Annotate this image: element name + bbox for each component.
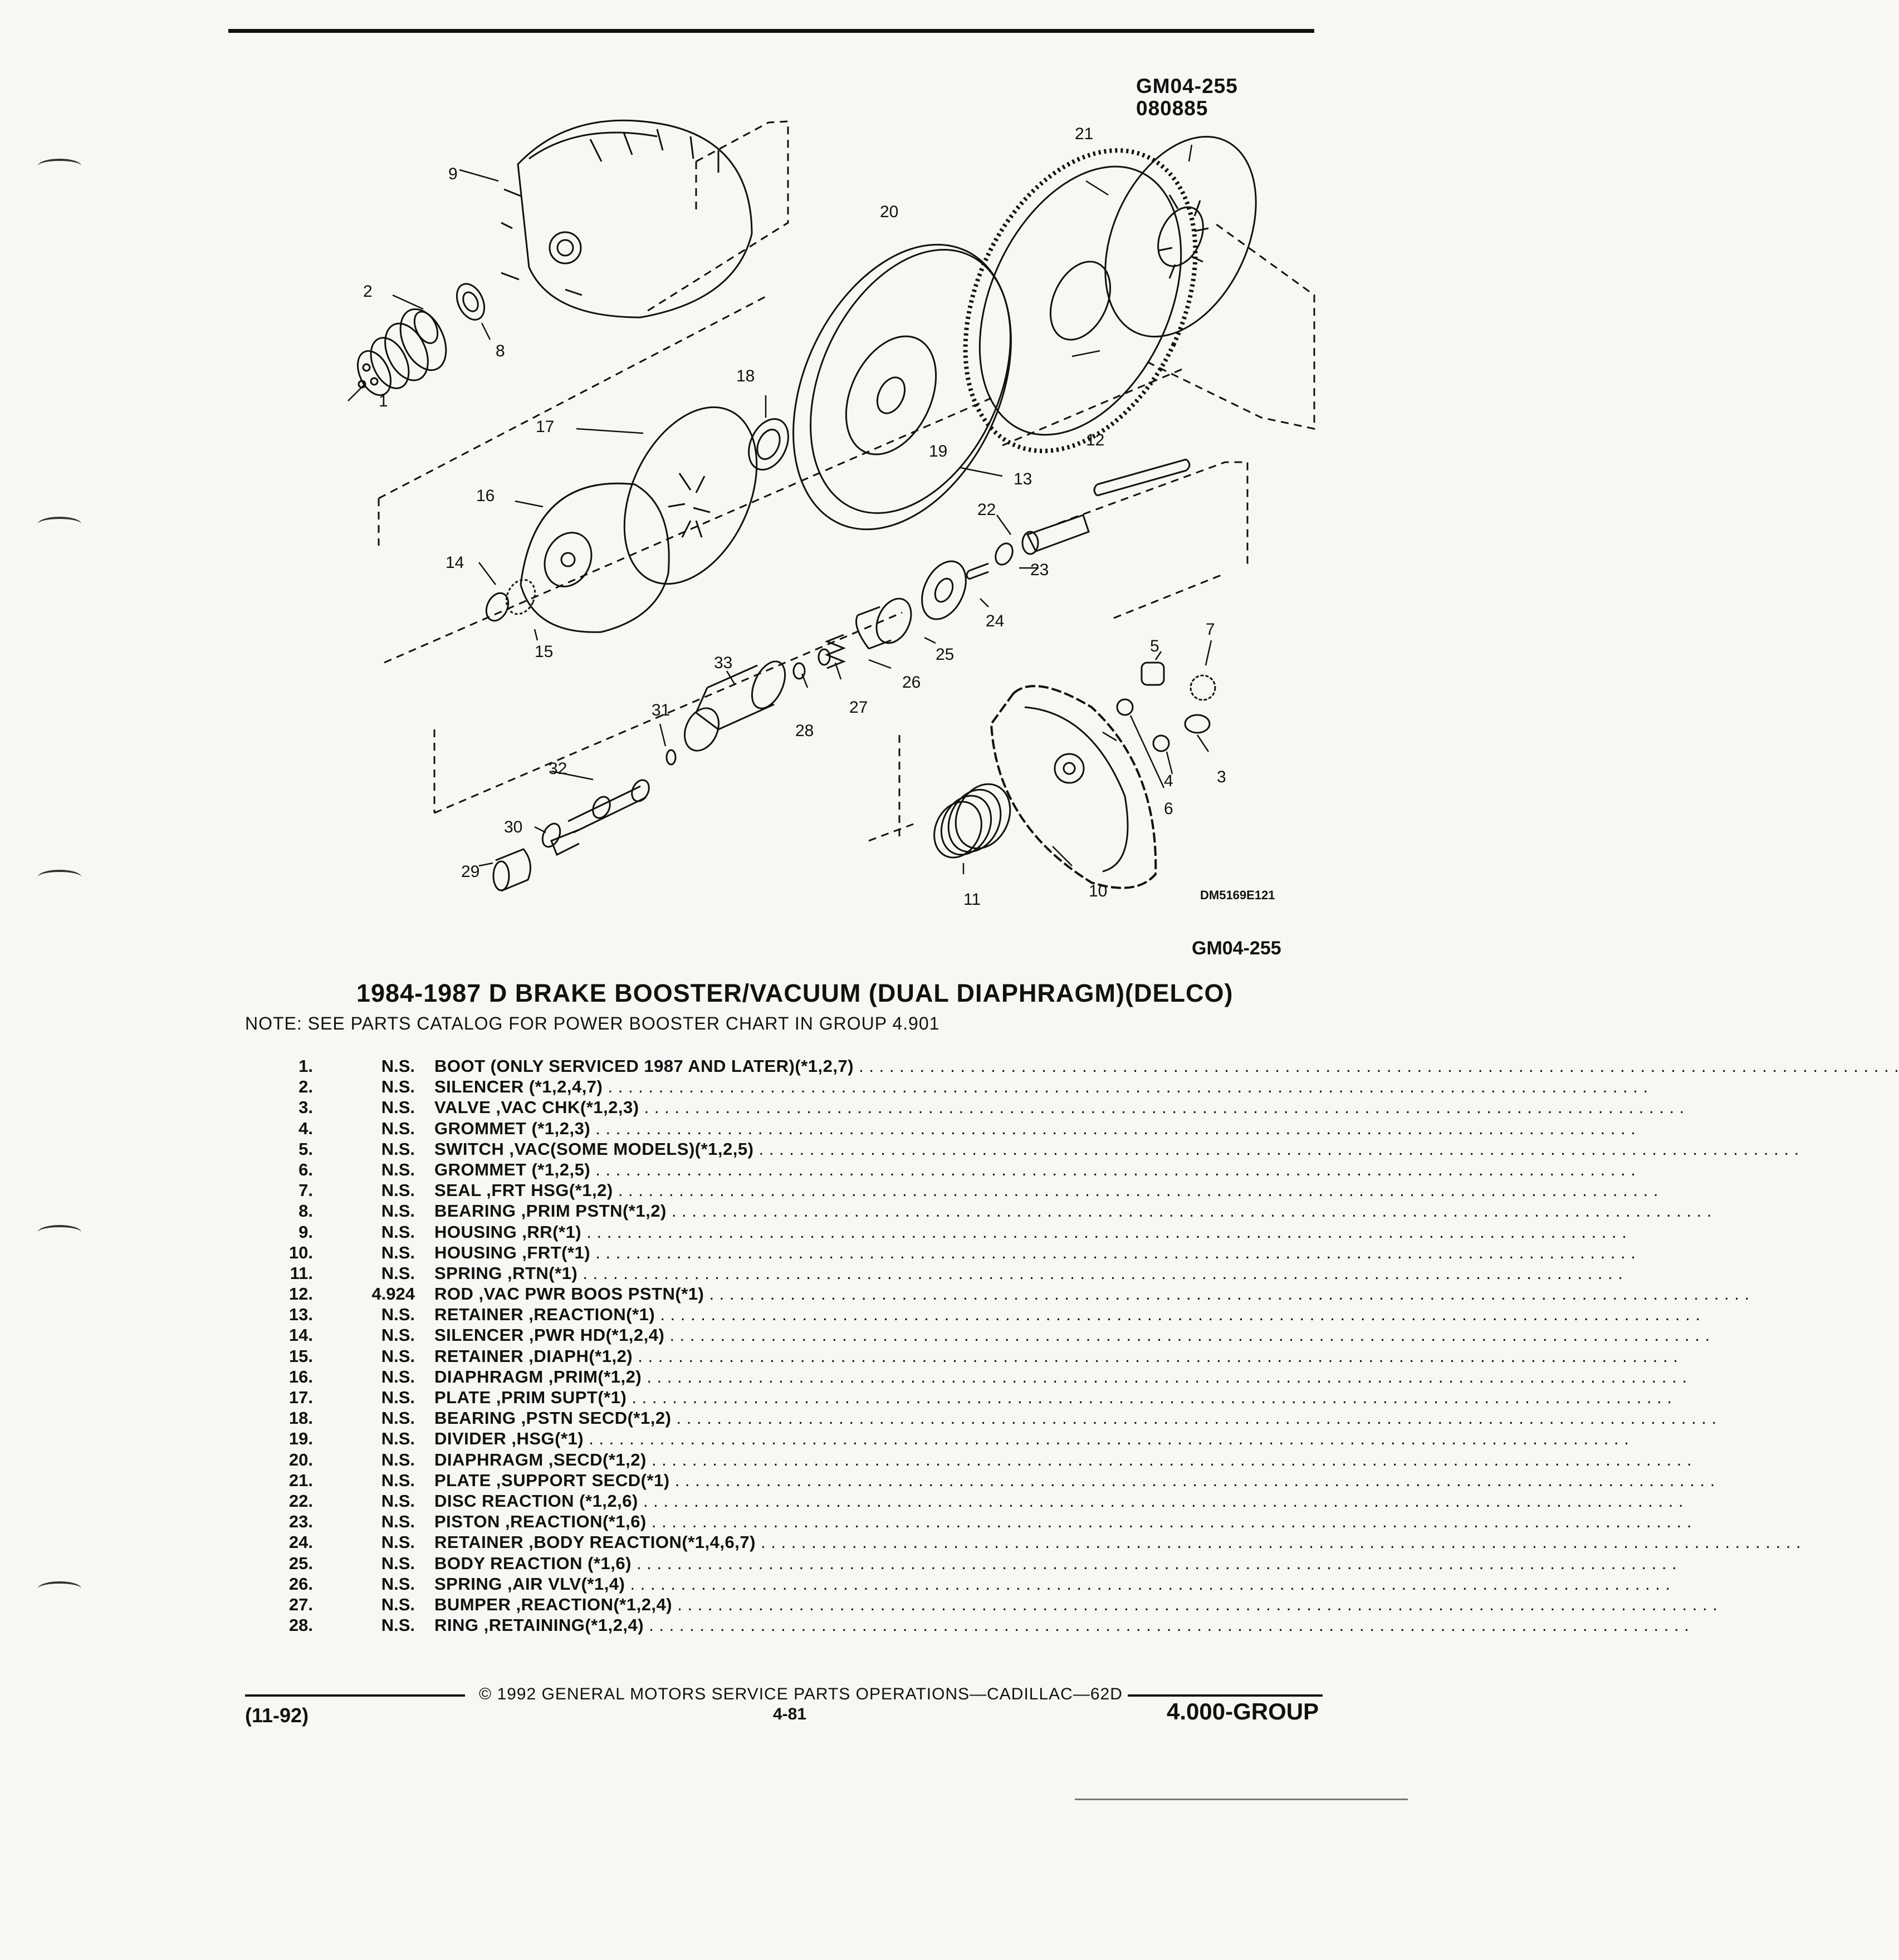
primary-support-plate: [598, 386, 783, 605]
catalog-group: 4.924: [371, 1284, 415, 1304]
return-spring: [926, 775, 1020, 865]
catalog-group: N.S.: [381, 1118, 415, 1138]
parts-list-row: [278, 1429, 1214, 1449]
page-number: 4-81: [773, 1705, 807, 1723]
callout-26: 26: [902, 673, 921, 692]
primary-diaphragm: [521, 483, 669, 632]
part-number: 1.: [298, 1056, 313, 1076]
parts-list-row: [278, 1056, 1214, 1077]
callout-21: 21: [1075, 125, 1094, 143]
catalog-group: N.S.: [381, 1242, 415, 1262]
part-number: 17.: [288, 1388, 313, 1407]
part-number: 6.: [298, 1159, 313, 1179]
parts-list-row: [278, 1346, 1214, 1367]
part-description: SILENCER (*1,2,4,7) . . .: [434, 1077, 1214, 1097]
callout-11: 11: [963, 890, 981, 909]
callout-2: 2: [363, 282, 373, 301]
part-description: HOUSING ,FRT(*1) . . .: [434, 1243, 1214, 1263]
part-number: 27.: [288, 1594, 313, 1614]
callout-25: 25: [936, 645, 955, 664]
page-title: 1984-1987 D BRAKE BOOSTER/VACUUM (DUAL DIAPHRAGM)(DELCO): [356, 979, 1234, 1007]
catalog-group: N.S.: [381, 1429, 415, 1449]
footer-copyright: © 1992 GENERAL MOTORS SERVICE PARTS OPERATIONS—CADILLAC—62D: [479, 1685, 1123, 1703]
callout-3: 3: [1217, 768, 1226, 786]
callout-19: 19: [929, 442, 948, 460]
boot: [351, 302, 455, 400]
part-description: DIAPHRAGM ,PRIM(*1,2) . . .: [434, 1367, 1214, 1387]
parts-list-row: [278, 1097, 1214, 1118]
part-description: PLATE ,PRIM SUPT(*1) . . .: [434, 1388, 1214, 1408]
part-number: 20.: [288, 1449, 313, 1469]
part-number: 24.: [288, 1532, 313, 1552]
catalog-group: N.S.: [381, 1305, 415, 1325]
parts-list-row: [278, 1512, 1214, 1532]
parts-list-row: [278, 1077, 1214, 1097]
catalog-group: N.S.: [381, 1097, 415, 1118]
footer-date: (11-92): [245, 1704, 309, 1727]
body-reaction-retainer: [913, 554, 975, 626]
catalog-group: N.S.: [381, 1512, 415, 1532]
callout-4: 4: [1164, 772, 1173, 790]
reaction-body: [856, 593, 918, 649]
callout-23: 23: [1030, 561, 1049, 579]
part-description: BODY REACTION (*1,6) . . .: [434, 1554, 1214, 1574]
parts-list-row: [278, 1222, 1214, 1243]
parts-list-row: [278, 1491, 1214, 1512]
parts-list-row: [278, 1450, 1214, 1471]
catalog-group: N.S.: [381, 1574, 415, 1594]
footer-group: 4.000-GROUP: [1167, 1698, 1319, 1724]
part-description: RETAINER ,BODY REACTION(*1,4,6,7) . . .: [434, 1532, 1214, 1552]
part-number: 5.: [298, 1139, 313, 1159]
part-description: VALVE ,VAC CHK(*1,2,3) . . .: [434, 1097, 1214, 1118]
parts-list-row: [278, 1471, 1214, 1491]
parts-list-row: [278, 1325, 1214, 1346]
piston-bearing: [741, 413, 796, 476]
catalog-group: N.S.: [381, 1594, 415, 1614]
callout-7: 7: [1206, 620, 1215, 639]
part-description: SPRING ,RTN(*1) . . .: [434, 1263, 1214, 1283]
part-number: 18.: [288, 1408, 313, 1428]
part-number: 22.: [288, 1491, 313, 1511]
catalog-group: N.S.: [381, 1077, 415, 1097]
binder-hole-mark: [38, 159, 81, 173]
catalog-group: N.S.: [381, 1491, 415, 1511]
part-description: GROMMET (*1,2,5) . . .: [434, 1160, 1214, 1180]
housing-divider: [750, 209, 1054, 564]
parts-list-row: [278, 1180, 1214, 1201]
callout-22: 22: [977, 501, 996, 519]
part-description: BEARING ,PSTN SECD(*1,2) . . .: [434, 1408, 1214, 1428]
catalog-group: N.S.: [381, 1263, 415, 1283]
callout-18: 18: [736, 367, 755, 385]
catalog-group: N.S.: [381, 1325, 415, 1345]
parts-list-row: [278, 1160, 1214, 1180]
top-rule: [228, 29, 1314, 33]
callout-8: 8: [496, 342, 505, 360]
reaction-piston: [967, 564, 988, 579]
parts-list-row: [278, 1284, 1214, 1305]
part-description: BEARING ,PRIM PSTN(*1,2) . . .: [434, 1201, 1214, 1221]
part-number: 3.: [298, 1097, 313, 1118]
binder-hole-mark: [38, 1225, 81, 1239]
binder-hole-mark: [38, 870, 81, 884]
callout-16: 16: [476, 487, 495, 505]
rear-housing: [501, 120, 752, 317]
catalog-group: N.S.: [381, 1553, 415, 1573]
part-description: SEAL ,FRT HSG(*1,2) . . .: [434, 1180, 1214, 1200]
parts-list-row: [278, 1595, 1214, 1615]
caption-diagram-id: GM04-255: [1192, 938, 1281, 959]
callout-13: 13: [1014, 470, 1032, 488]
part-number: 26.: [288, 1574, 313, 1594]
catalog-group: N.S.: [381, 1201, 415, 1221]
callout-32: 32: [549, 759, 567, 778]
callout-24: 24: [986, 612, 1005, 630]
part-description: DIVIDER ,HSG(*1) . . .: [434, 1429, 1214, 1449]
callout-20: 20: [880, 203, 899, 221]
part-description: SWITCH ,VAC(SOME MODELS)(*1,2,5) . . .: [434, 1139, 1214, 1159]
catalog-group: N.S.: [381, 1222, 415, 1242]
switch-grommet: [1117, 699, 1133, 715]
parts-list-row: [278, 1139, 1214, 1160]
reaction-disc: [992, 541, 1016, 567]
part-number: 16.: [288, 1366, 313, 1386]
reaction-bumper: [819, 649, 830, 665]
part-number: 23.: [288, 1512, 313, 1532]
valve-push-rod: [551, 777, 652, 855]
bearing: [452, 280, 490, 324]
callout-labels: [363, 125, 1226, 909]
callout-5: 5: [1150, 637, 1159, 655]
part-description: SPRING ,AIR VLV(*1,4) . . .: [434, 1574, 1214, 1594]
catalog-group: N.S.: [381, 1180, 415, 1200]
callout-27: 27: [849, 698, 868, 717]
part-description: RETAINER ,REACTION(*1) . . .: [434, 1305, 1214, 1325]
valve-ring: [667, 750, 676, 765]
parts-list: [278, 1056, 1214, 1636]
part-description: BUMPER ,REACTION(*1,2,4) . . .: [434, 1595, 1214, 1615]
part-number: 12.: [288, 1284, 313, 1304]
catalog-group: N.S.: [381, 1366, 415, 1386]
part-number: 11.: [290, 1263, 313, 1283]
part-number: 14.: [288, 1325, 313, 1345]
valve-seal: [539, 821, 564, 850]
callout-28: 28: [795, 722, 814, 740]
part-description: HOUSING ,RR(*1) . . .: [434, 1222, 1214, 1242]
part-description: BOOT (ONLY SERVICED 1987 AND LATER)(*1,2,7) . . .: [434, 1056, 1214, 1076]
vacuum-switch: [1142, 663, 1164, 685]
catalog-group: N.S.: [381, 1470, 415, 1490]
footer-rule-right: [1128, 1694, 1323, 1697]
check-valve: [1185, 715, 1210, 733]
callout-10: 10: [1089, 882, 1108, 900]
power-piston: [678, 656, 792, 756]
part-number: 28.: [288, 1615, 313, 1635]
callout-12: 12: [1086, 431, 1105, 449]
part-description: PLATE ,SUPPORT SECD(*1) . . .: [434, 1471, 1214, 1491]
parts-list-row: [278, 1574, 1214, 1595]
parts-list-row: [278, 1554, 1214, 1574]
part-description: DIAPHRAGM ,SECD(*1,2) . . .: [434, 1450, 1214, 1470]
part-number: 25.: [288, 1553, 313, 1573]
binder-hole-mark: [38, 1581, 81, 1596]
part-number: 10.: [288, 1242, 313, 1262]
parts-list-row: [278, 1532, 1214, 1553]
part-description: RING ,RETAINING(*1,2,4) . . .: [434, 1615, 1214, 1635]
callout-30: 30: [504, 818, 523, 836]
catalog-group: N.S.: [381, 1388, 415, 1407]
parts-list-row: [278, 1119, 1214, 1139]
part-description: GROMMET (*1,2,3) . . .: [434, 1119, 1214, 1139]
push-rod: [1022, 459, 1190, 554]
catalog-group: N.S.: [381, 1532, 415, 1552]
parts-list-row: [278, 1408, 1214, 1429]
part-number: 7.: [298, 1180, 313, 1200]
part-description: DISC REACTION (*1,2,6) . . .: [434, 1491, 1214, 1511]
binder-hole-mark: [38, 517, 81, 531]
front-housing-seal: [1191, 675, 1215, 700]
catalog-group: N.S.: [381, 1408, 415, 1428]
callout-1: 1: [379, 392, 388, 410]
parts-list-row: [278, 1388, 1214, 1408]
part-description: RETAINER ,DIAPH(*1,2) . . .: [434, 1346, 1214, 1366]
diagram-id: GM04-255: [1136, 75, 1238, 97]
catalog-group: N.S.: [381, 1449, 415, 1469]
callout-17: 17: [536, 418, 555, 436]
catalog-group: N.S.: [381, 1615, 415, 1635]
check-valve-grommet: [1153, 736, 1169, 751]
callout-14: 14: [446, 553, 464, 572]
part-number: 2.: [298, 1077, 313, 1097]
date-code: 080885: [1136, 97, 1208, 120]
catalog-group: N.S.: [381, 1056, 415, 1076]
catalog-group: N.S.: [381, 1346, 415, 1366]
note-text: NOTE: SEE PARTS CATALOG FOR POWER BOOSTER CHART IN GROUP 4.901: [245, 1013, 940, 1033]
drawing-reference-code: DM5169E121: [1200, 888, 1275, 902]
callout-9: 9: [448, 165, 458, 183]
parts-list-row: [278, 1367, 1214, 1388]
parts-list-row: [278, 1305, 1214, 1325]
part-description: ROD ,VAC PWR BOOS PSTN(*1) . . .: [434, 1284, 1214, 1304]
parts-list-row: [278, 1201, 1214, 1222]
part-description: PISTON ,REACTION(*1,6) . . .: [434, 1512, 1214, 1532]
callout-15: 15: [535, 643, 554, 661]
part-number: 13.: [288, 1305, 313, 1325]
part-number: 4.: [298, 1118, 313, 1138]
catalog-group: N.S.: [381, 1159, 415, 1179]
secondary-diaphragm: [920, 114, 1241, 488]
part-number: 8.: [298, 1201, 313, 1221]
footer-rule-left: [245, 1694, 465, 1697]
parts-list-row: [278, 1243, 1214, 1263]
filter-silencer: [493, 849, 531, 891]
callout-29: 29: [461, 863, 480, 881]
part-number: 19.: [288, 1429, 313, 1449]
parts-list-row: [278, 1615, 1214, 1636]
callout-31: 31: [652, 701, 670, 719]
catalog-group: N.S.: [381, 1139, 415, 1159]
bottom-rule: [1075, 1799, 1408, 1800]
callout-33: 33: [714, 654, 733, 672]
part-number: 9.: [298, 1222, 313, 1242]
part-description: SILENCER ,PWR HD(*1,2,4) . . .: [434, 1325, 1214, 1345]
part-number: 15.: [288, 1346, 313, 1366]
silencer: [410, 308, 442, 347]
part-number: 21.: [288, 1470, 313, 1490]
callout-6: 6: [1164, 800, 1173, 818]
parts-list-row: [278, 1263, 1214, 1284]
